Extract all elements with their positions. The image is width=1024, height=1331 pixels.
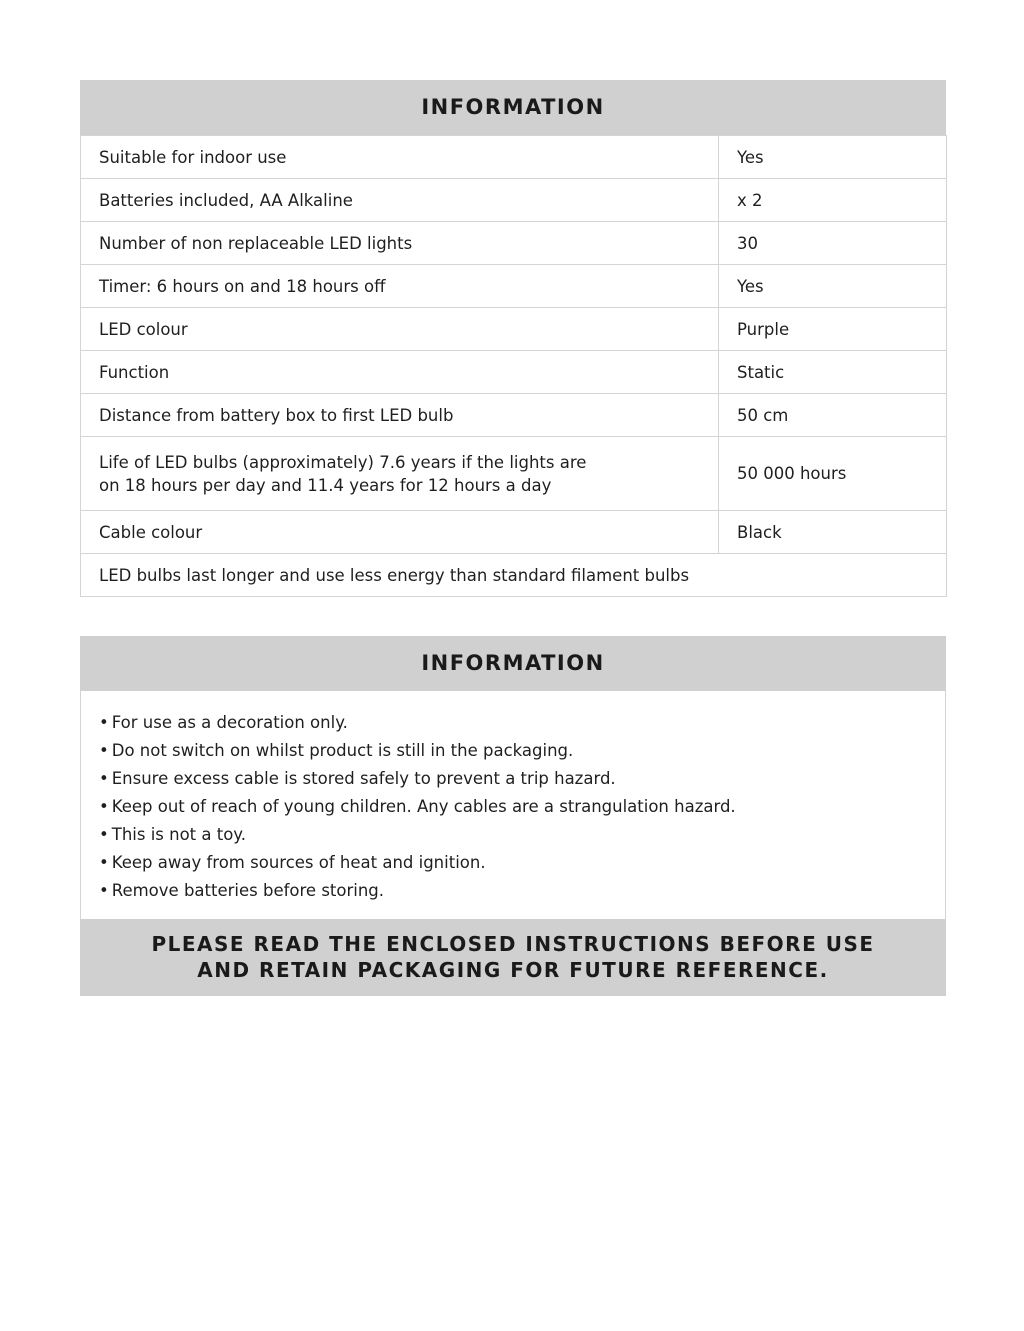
list-item-text: This is not a toy.: [111, 825, 246, 844]
specification-title: INFORMATION: [80, 80, 946, 135]
list-item-text: Remove batteries before storing.: [111, 881, 385, 900]
row-value: Purple: [719, 308, 947, 351]
table-row: [81, 136, 947, 179]
bullet-icon: •: [99, 853, 109, 872]
row-label: Distance from battery box to first LED bulb: [81, 394, 719, 437]
safety-notes-body: [80, 691, 946, 919]
list-item: [99, 737, 927, 765]
row-value: Yes: [719, 265, 947, 308]
row-label: Number of non replaceable LED lights: [81, 222, 719, 265]
bullet-icon: •: [99, 825, 109, 844]
row-value: 30: [719, 222, 947, 265]
row-label: Function: [81, 351, 719, 394]
row-label-line: Life of LED bulbs (approximately) 7.6 years if the lights are: [99, 452, 587, 472]
row-value: 50 000 hours: [719, 437, 947, 511]
bullet-icon: •: [99, 713, 109, 732]
table-footnote: LED bulbs last longer and use less energy than standard filament bulbs: [81, 554, 947, 597]
table-row: [81, 265, 947, 308]
list-item: [99, 709, 927, 737]
table-row: [81, 511, 947, 554]
specification-panel: [80, 80, 946, 597]
list-item: [99, 877, 927, 905]
safety-notes-list: [99, 709, 927, 905]
list-item-text: Keep away from sources of heat and ignition.: [111, 853, 486, 872]
table-row: [81, 222, 947, 265]
table-row: [81, 308, 947, 351]
list-item-text: Do not switch on whilst product is still in the packaging.: [111, 741, 574, 760]
bullet-icon: •: [99, 741, 109, 760]
row-label: Batteries included, AA Alkaline: [81, 179, 719, 222]
row-value: x 2: [719, 179, 947, 222]
row-value: Black: [719, 511, 947, 554]
row-value: Static: [719, 351, 947, 394]
specification-table: [80, 135, 947, 597]
table-row: [81, 554, 947, 597]
table-row: [81, 437, 947, 511]
row-label: LED colour: [81, 308, 719, 351]
row-value: Yes: [719, 136, 947, 179]
instructions-notice-line: PLEASE READ THE ENCLOSED INSTRUCTIONS BEFORE USE: [151, 932, 875, 956]
list-item: [99, 793, 927, 821]
list-item: [99, 849, 927, 877]
list-item: [99, 821, 927, 849]
row-label: Suitable for indoor use: [81, 136, 719, 179]
table-row: [81, 179, 947, 222]
list-item-text: For use as a decoration only.: [111, 713, 348, 732]
instructions-notice: [80, 919, 946, 996]
bullet-icon: •: [99, 769, 109, 788]
list-item-text: Keep out of reach of young children. Any cables are a strangulation hazard.: [111, 797, 736, 816]
safety-notes-title: INFORMATION: [80, 636, 946, 691]
bullet-icon: •: [99, 797, 109, 816]
list-item: [99, 765, 927, 793]
safety-notes-panel: [80, 636, 946, 996]
bullet-icon: •: [99, 881, 109, 900]
instructions-notice-line: AND RETAIN PACKAGING FOR FUTURE REFERENCE.: [197, 958, 829, 982]
list-item-text: Ensure excess cable is stored safely to prevent a trip hazard.: [111, 769, 616, 788]
row-label: [81, 437, 719, 511]
table-row: [81, 394, 947, 437]
row-label-line: on 18 hours per day and 11.4 years for 12 hours a day: [99, 475, 552, 495]
row-value: 50 cm: [719, 394, 947, 437]
table-row: [81, 351, 947, 394]
row-label: Timer: 6 hours on and 18 hours off: [81, 265, 719, 308]
row-label: Cable colour: [81, 511, 719, 554]
